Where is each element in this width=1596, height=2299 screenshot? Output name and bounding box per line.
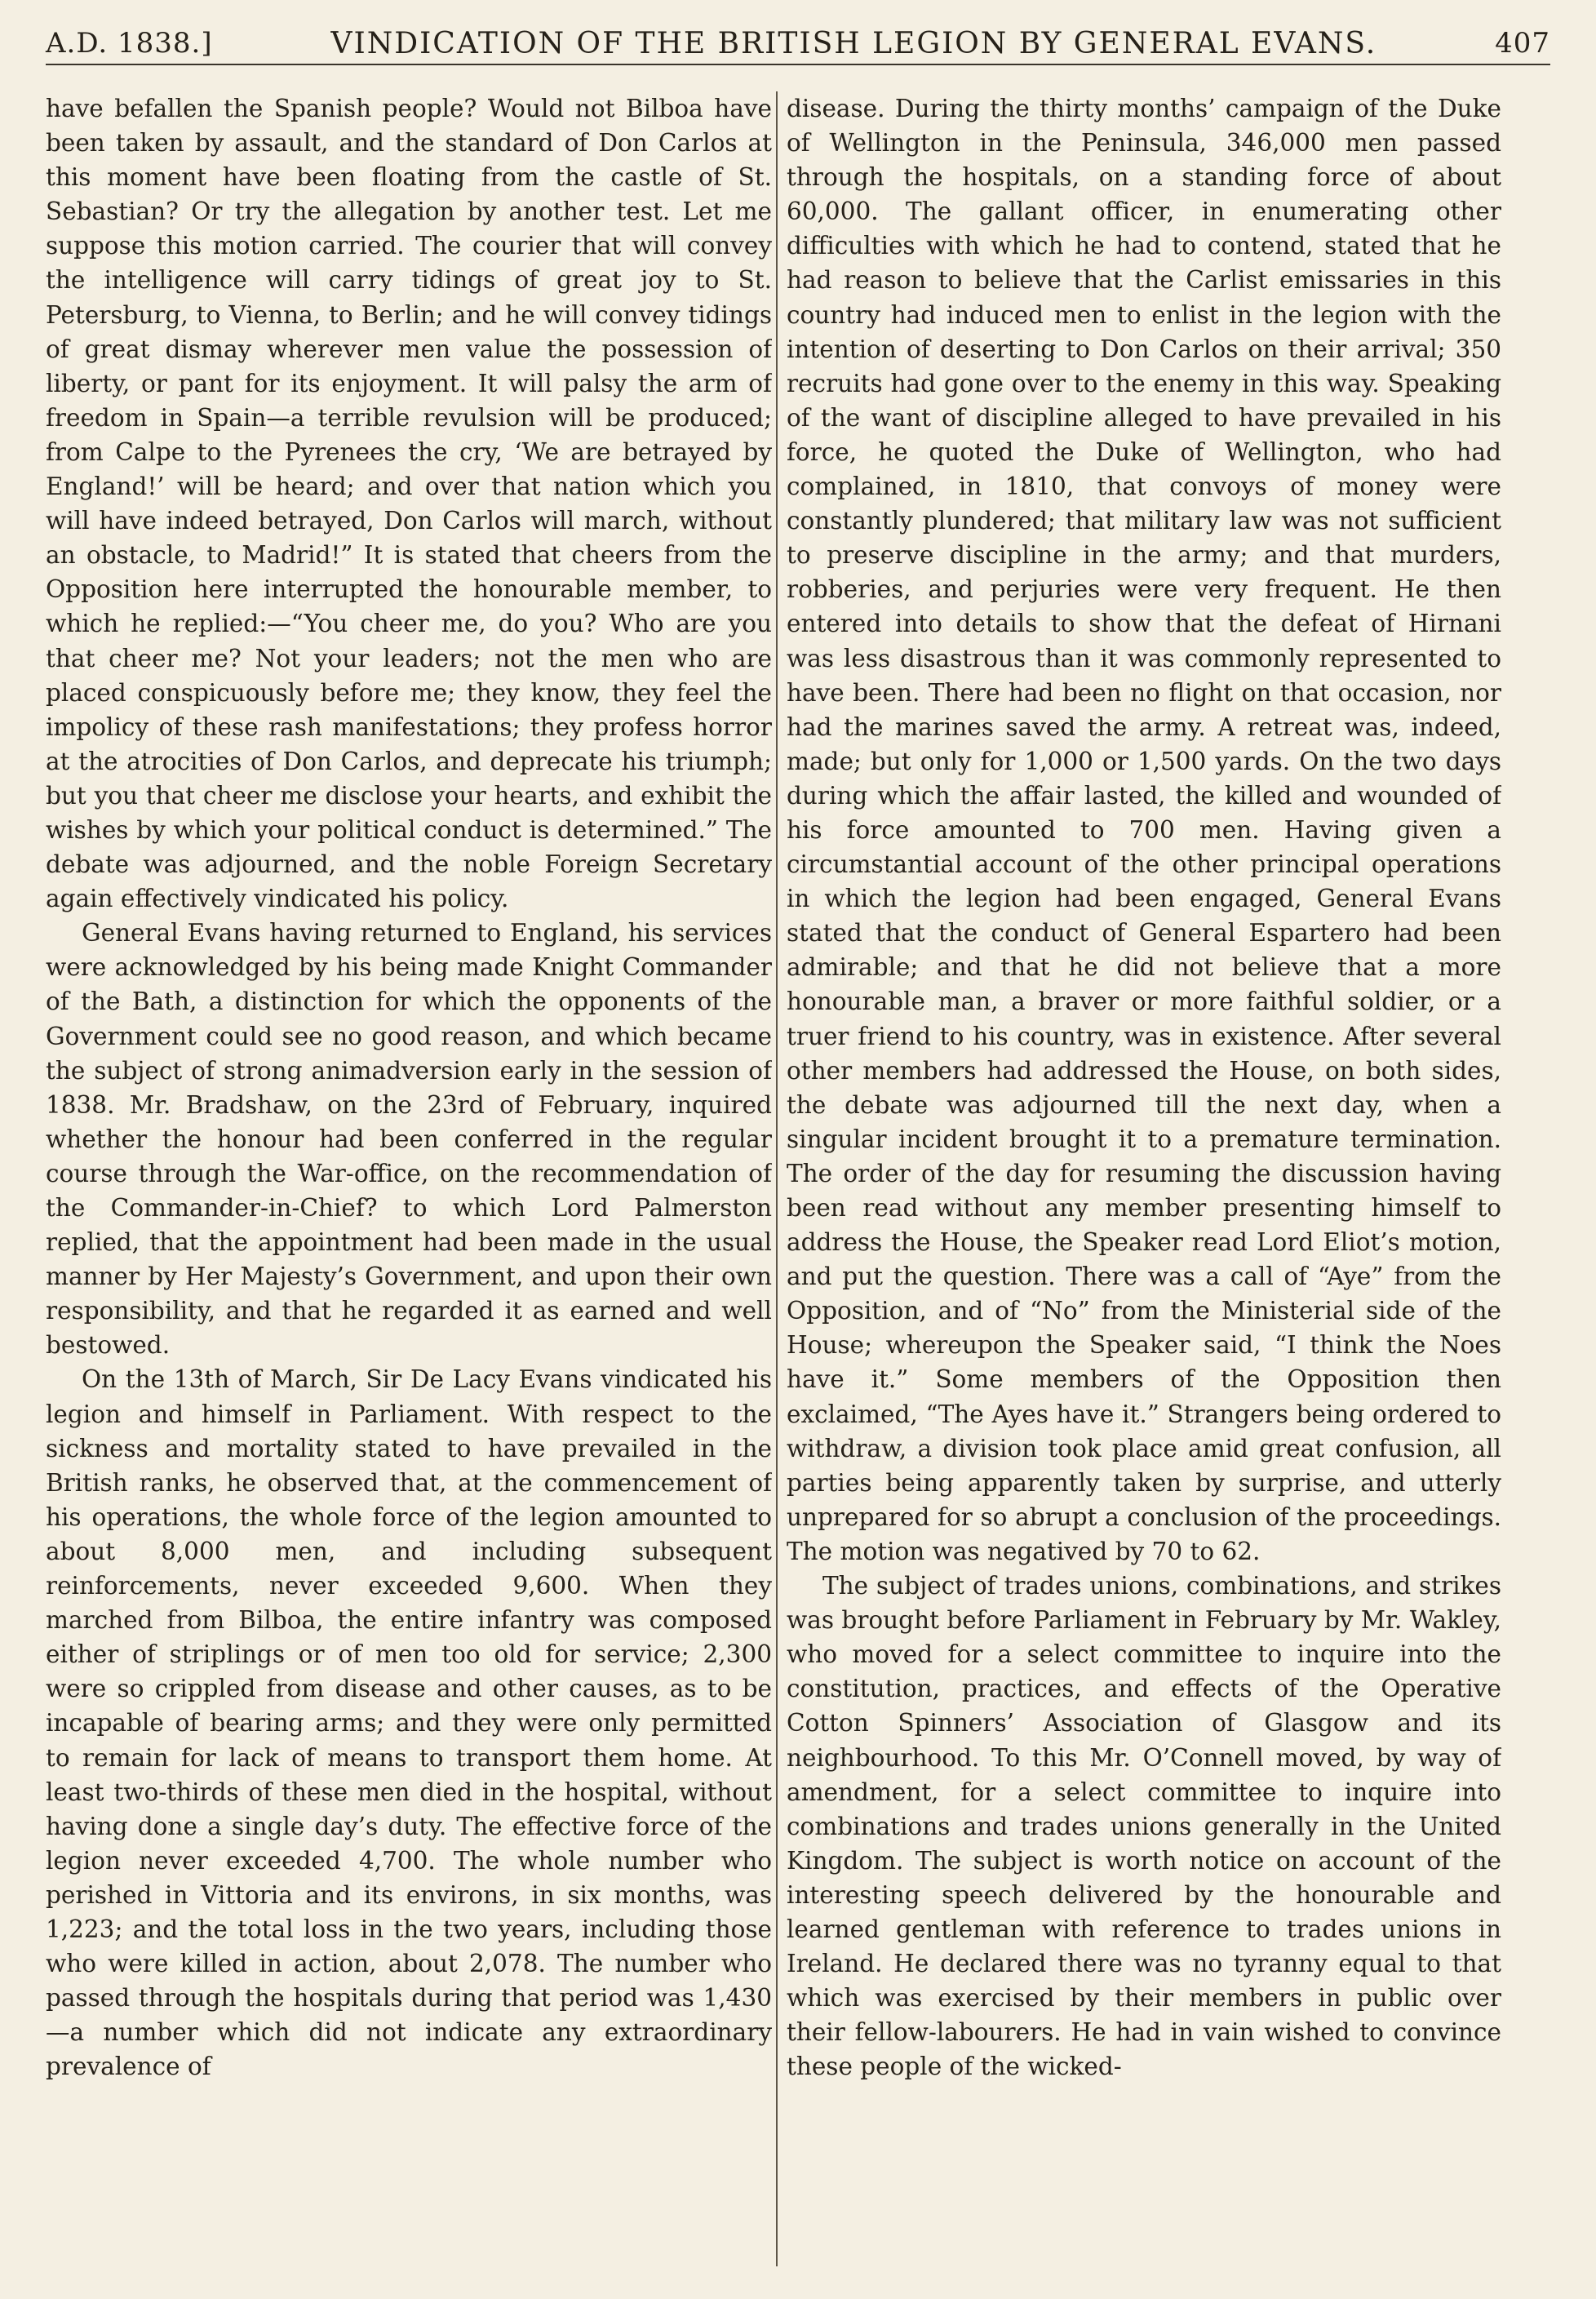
paragraph: The subject of trades unions, combinations, and strikes was brought before Parliament in February by Mr. Wakley, who moved for a select committee to inquire into the constitution, practices, and effects of the Operative Cotton Spinners’ Association of Glasgow and its neighbourhood. To this Mr. O’Connell moved, by way of amendment, for a select committee to inquire into combinations and trades unions generally in the United Kingdom. The subject is worth notice on account of the interesting speech delivered by the honourable and learned gentleman with reference to trades unions in Ireland. He declared there was no tyranny equal to that which was exercised by their members in public over their fellow-labourers. He had in vain wished to convince these people of the wicked- xyxy=(787,1572,1501,2081)
paragraph: have befallen the Spanish people? Would not Bilboa have been taken by assault, and the standard of Don Carlos at this moment have been floating from the castle of St. Sebastian? Or try the allegation by another test. Let me suppose this motion carried. The courier that will convey the intelligence will carry tidings of great joy to St. Petersburg, to Vienna, to Berlin; and he will convey tidings of great dismay wherever men value the possession of liberty, or pant for its enjoyment. It will palsy the arm of freedom in Spain—a terrible revulsion will be produced; from Calpe to the Pyrenees the cry, ‘We are betrayed by England!’ will be heard; and over that nation which you will have indeed betrayed, Don Carlos will march, without an obstacle, to Madrid!” It is stated that cheers from the Opposition here interrupted the honourable member, to which he replied:—“You cheer me, do you? Who are you that cheer me? Not your leaders; not the men who are placed conspicuously before me; they know, they feel the impolicy of these rash manifestations; they profess horror at the atrocities of Don Carlos, and deprecate his triumph; but you that cheer me disclose your hearts, and exhibit the wishes by which your political conduct is determined.” The debate was adjourned, and the noble Foreign Secretary again effectively vindicated his policy. xyxy=(46,95,772,913)
running-header xyxy=(46,23,1550,65)
left-column xyxy=(46,91,772,2275)
page-number: 407 xyxy=(1495,27,1550,60)
running-title: VINDICATION OF THE BRITISH LEGION BY GENERAL EVANS. xyxy=(330,26,1377,60)
right-column xyxy=(787,91,1501,2275)
column-divider xyxy=(776,91,778,2266)
paragraph: disease. During the thirty months’ campaign of the Duke of Wellington in the Peninsula, 346,000 men passed through the hospitals, on a standing force of about 60,000. The gallant officer, in enumerating other difficulties with which he had to contend, stated that he had reason to believe that the Carlist emissaries in this country had induced men to enlist in the legion with the intention of deserting to Don Carlos on their arrival; 350 recruits had gone over to the enemy in this way. Speaking of the want of discipline alleged to have prevailed in his force, he quoted the Duke of Wellington, who had complained, in 1810, that convoys of money were constantly plundered; that military law was not sufficient to preserve discipline in the army; and that murders, robberies, and perjuries were very frequent. He then entered into details to show that the defeat of Hirnani was less disastrous than it was commonly represented to have been. There had been no flight on that occasion, nor had the marines saved the army. A retreat was, indeed, made; but only for 1,000 or 1,500 yards. On the two days during which the affair lasted, the killed and wounded of his force amounted to 700 men. Having given a circumstantial account of the other principal operations in which the legion had been engaged, General Evans stated that the conduct of General Espartero had been admirable; and that he did not believe that a more honourable man, a braver or more faithful soldier, or a truer friend to his country, was in existence. After several other members had addressed the House, on both sides, the debate was adjourned till the next day, when a singular incident brought it to a premature termination. The order of the day for resuming the discussion having been read without any member presenting himself to address the House, the Speaker read Lord Eliot’s motion, and put the question. There was a call of “Aye” from the Opposition, and of “No” from the Ministerial side of the House; whereupon the Speaker said, “I think the Noes have it.” Some members of the Opposition then exclaimed, “The Ayes have it.” Strangers being ordered to withdraw, a division took place amid great confusion, all parties being apparently taken by surprise, and utterly unprepared for so abrupt a conclusion of the proceedings. The motion was negatived by 70 to 62. xyxy=(787,95,1501,1565)
paragraph: General Evans having returned to England, his services were acknowledged by his being made Knight Commander of the Bath, a distinction for which the opponents of the Government could see no good reason, and which became the subject of strong animadversion early in the session of 1838. Mr. Bradshaw, on the 23rd of February, inquired whether the honour had been conferred in the regular course through the War-office, on the recommendation of the Commander-in-Chief? to which Lord Palmerston replied, that the appointment had been made in the usual manner by Her Majesty’s Government, and upon their own responsibility, and that he regarded it as earned and well bestowed. xyxy=(46,919,772,1360)
paragraph: On the 13th of March, Sir De Lacy Evans vindicated his legion and himself in Parliament. With respect to the sickness and mortality stated to have prevailed in the British ranks, he observed that, at the commencement of his operations, the whole force of the legion amounted to about 8,000 men, and including subsequent reinforcements, never exceeded 9,600. When they marched from Bilboa, the entire infantry was composed either of striplings or of men too old for service; 2,300 were so crippled from disease and other causes, as to be incapable of bearing arms; and they were only permitted to remain for lack of means to transport them home. At least two-thirds of these men died in the hospital, without having done a single day’s duty. The effective force of the legion never exceeded 4,700. The whole number who perished in Vittoria and its environs, in six months, was 1,223; and the total loss in the two years, including those who were killed in action, about 2,078. The number who passed through the hospitals during that period was 1,430—a number which did not indicate any extraordinary prevalence of xyxy=(46,1365,772,2081)
header-date: A.D. 1838.] xyxy=(46,27,213,60)
